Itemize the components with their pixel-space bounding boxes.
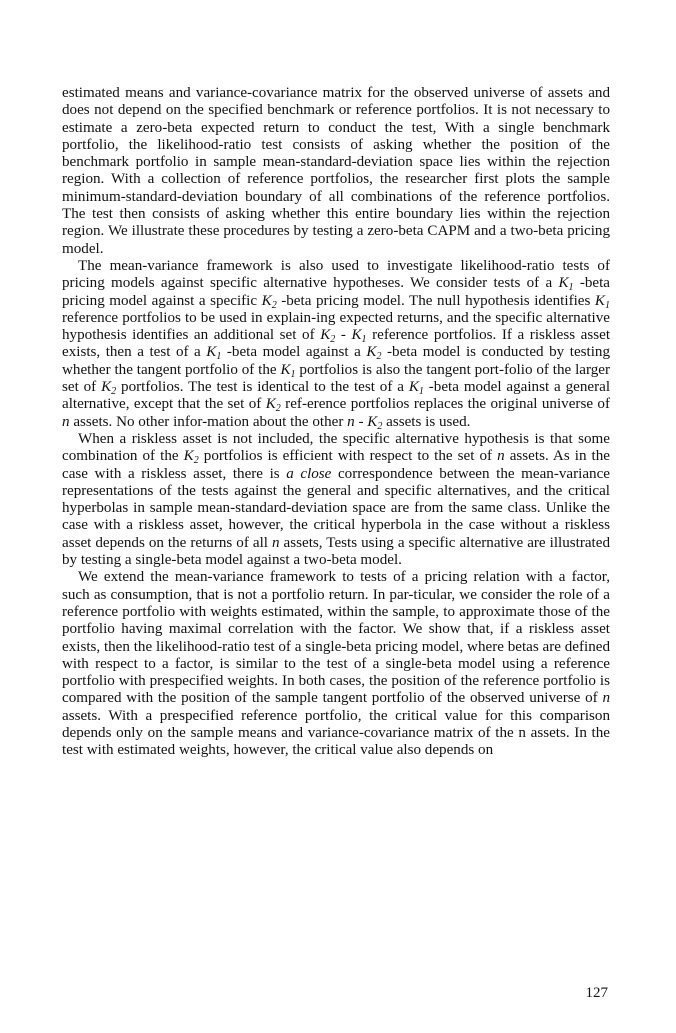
text-run: assets. As in the case with a riskless asset, there is xyxy=(62,448,610,482)
text-run: -beta model against a xyxy=(221,344,367,361)
math-symbol xyxy=(366,344,382,363)
italic-run: n xyxy=(272,534,280,551)
text-run: -beta pricing model. The null hypothesis identifies xyxy=(276,292,595,309)
subscript: 2 xyxy=(330,334,336,346)
subscript: 2 xyxy=(377,420,383,432)
italic-run: K xyxy=(261,292,272,309)
italic-run: K xyxy=(101,379,112,396)
text-run: portfolios. The test is identical to the test of a xyxy=(116,379,409,396)
text-run: estimated means and variance-covariance matrix for the observed universe of assets and does not depend on the specified benchmark or reference portfolios. It is not necessary to estimate a zero-beta expected return to conduct the test, With a single benchmark portfolio, the likelihood-ratio test consists of asking whether the position of the benchmark portfolio in sample mean-standard-deviation space lies within the rejection region. With a collection of reference portfolios, the researcher first plots the sample minimum-standard-deviation boundary of all combinations of the reference portfolios. The test then consists of asking whether this entire boundary lies within the rejection region. We illustrate these procedures by testing a zero-beta CAPM and a two-beta pricing model. xyxy=(62,85,610,257)
text-run: When a riskless asset is not included, the specific alternative hypothesis is that some combination of the xyxy=(62,430,610,465)
italic-run: K xyxy=(558,275,569,292)
math-symbol xyxy=(262,293,277,309)
text-run: reference portfolios. If a riskless asset exists, then a test of a xyxy=(62,327,611,361)
italic-run: K xyxy=(351,327,362,344)
text-run: assets is used. xyxy=(382,413,471,430)
math-symbol xyxy=(367,414,382,430)
subscript: 1 xyxy=(568,282,574,294)
subscript: 1 xyxy=(290,368,296,380)
text-run: - xyxy=(354,413,368,430)
subscript: 2 xyxy=(111,386,117,398)
italic-run: K xyxy=(408,379,419,396)
italic-text xyxy=(347,414,355,430)
italic-run: n xyxy=(497,448,505,465)
italic-run: K xyxy=(320,327,331,344)
italic-run: K xyxy=(280,361,291,378)
subscript: 1 xyxy=(418,386,424,398)
text-run: assets, Tests using a specific alternative are illustrated by testing a single-beta model against a two-beta model. xyxy=(62,534,610,569)
italic-text xyxy=(272,535,280,551)
italic-run: n xyxy=(62,413,70,430)
text-run: We extend the mean-variance framework to tests of a pricing relation with a factor, such as consumption, that is not a portfolio return. In par-ticular, we consider the role of a reference portfolio with weights estimated, within the sample, to approximate those of the portfolio having maximal correlation with the factor. We show that, if a riskless asset exists, then the likelihood-ratio test of a single-beta pricing model, where betas are defined with respect to a factor, is similar to the test of a single-beta model using a reference portfolio with prespecified weights. In both cases, the position of the reference portfolio is compared with the position of the sample tangent portfolio of the observed universe of xyxy=(62,569,610,707)
italic-run: K xyxy=(366,344,377,361)
paragraph-3 xyxy=(62,431,610,569)
italic-run: K xyxy=(183,448,194,465)
page-number: 127 xyxy=(585,985,608,1001)
text-run: portfolios is also the tangent port-folio of the larger set of xyxy=(62,361,610,396)
math-symbol xyxy=(206,344,222,363)
subscript: 1 xyxy=(216,351,222,363)
text-run: -beta pricing model against a specific xyxy=(62,275,610,309)
text-run: - xyxy=(335,327,352,344)
text-run: assets. No other infor-mation about the other xyxy=(69,413,348,430)
text-run: portfolios is efficient with respect to the set of xyxy=(198,448,498,465)
subscript: 1 xyxy=(361,334,367,346)
math-symbol xyxy=(183,448,199,467)
math-symbol xyxy=(408,379,424,398)
text-run: The mean-variance framework is also used to investigate likelihood-ratio tests of pricing models against specific alternative hypotheses. We consider tests of a xyxy=(62,257,610,292)
math-symbol xyxy=(280,362,295,378)
subscript: 2 xyxy=(271,299,277,311)
text-run: assets. With a prespecified reference portfolio, the critical value for this comparison depends only on the sample means and variance-covariance matrix of the n assets. In the test with estimated weights, however, the critical value also depends on xyxy=(62,707,610,759)
italic-text xyxy=(497,448,505,464)
text-run: correspondence between the mean-variance representations of the tests against the general and specific alternatives, and the critical hyperbolas in sample mean-standard-deviation space are from the same class. Unlike the case with a riskless asset, however, the critical hyperbola in the case without a riskless asset depends on the returns of all xyxy=(62,465,610,551)
italic-text xyxy=(602,690,610,706)
text-run: reference portfolios to be used in explain-ing expected returns, and the specific alternative hypothesis identifies an additional set of xyxy=(62,309,610,344)
italic-run: a close xyxy=(286,465,332,482)
math-symbol xyxy=(558,275,574,294)
subscript: 2 xyxy=(193,455,199,467)
page-body xyxy=(62,85,610,760)
italic-run: K xyxy=(206,344,217,361)
text-run: -beta model against a general alternative, except that the set of xyxy=(62,379,611,413)
paragraph-2 xyxy=(62,258,610,431)
italic-text xyxy=(286,466,331,482)
italic-run: K xyxy=(594,292,605,309)
text-run: ref-erence portfolios replaces the original universe of xyxy=(280,396,610,413)
subscript: 1 xyxy=(604,299,610,311)
paragraph-1 xyxy=(62,85,610,258)
italic-run: K xyxy=(367,413,378,430)
italic-run: n xyxy=(602,690,610,707)
math-symbol xyxy=(320,327,336,346)
math-symbol xyxy=(351,327,367,346)
subscript: 2 xyxy=(376,351,382,363)
math-symbol xyxy=(265,396,281,415)
math-symbol xyxy=(595,293,610,309)
text-run: -beta model is conducted by testing whether the tangent portfolio of the xyxy=(62,344,611,378)
subscript: 2 xyxy=(275,403,281,415)
paragraph-4 xyxy=(62,569,610,759)
math-symbol xyxy=(101,379,117,398)
italic-text xyxy=(62,414,70,430)
italic-run: n xyxy=(347,413,355,430)
italic-run: K xyxy=(265,396,276,413)
